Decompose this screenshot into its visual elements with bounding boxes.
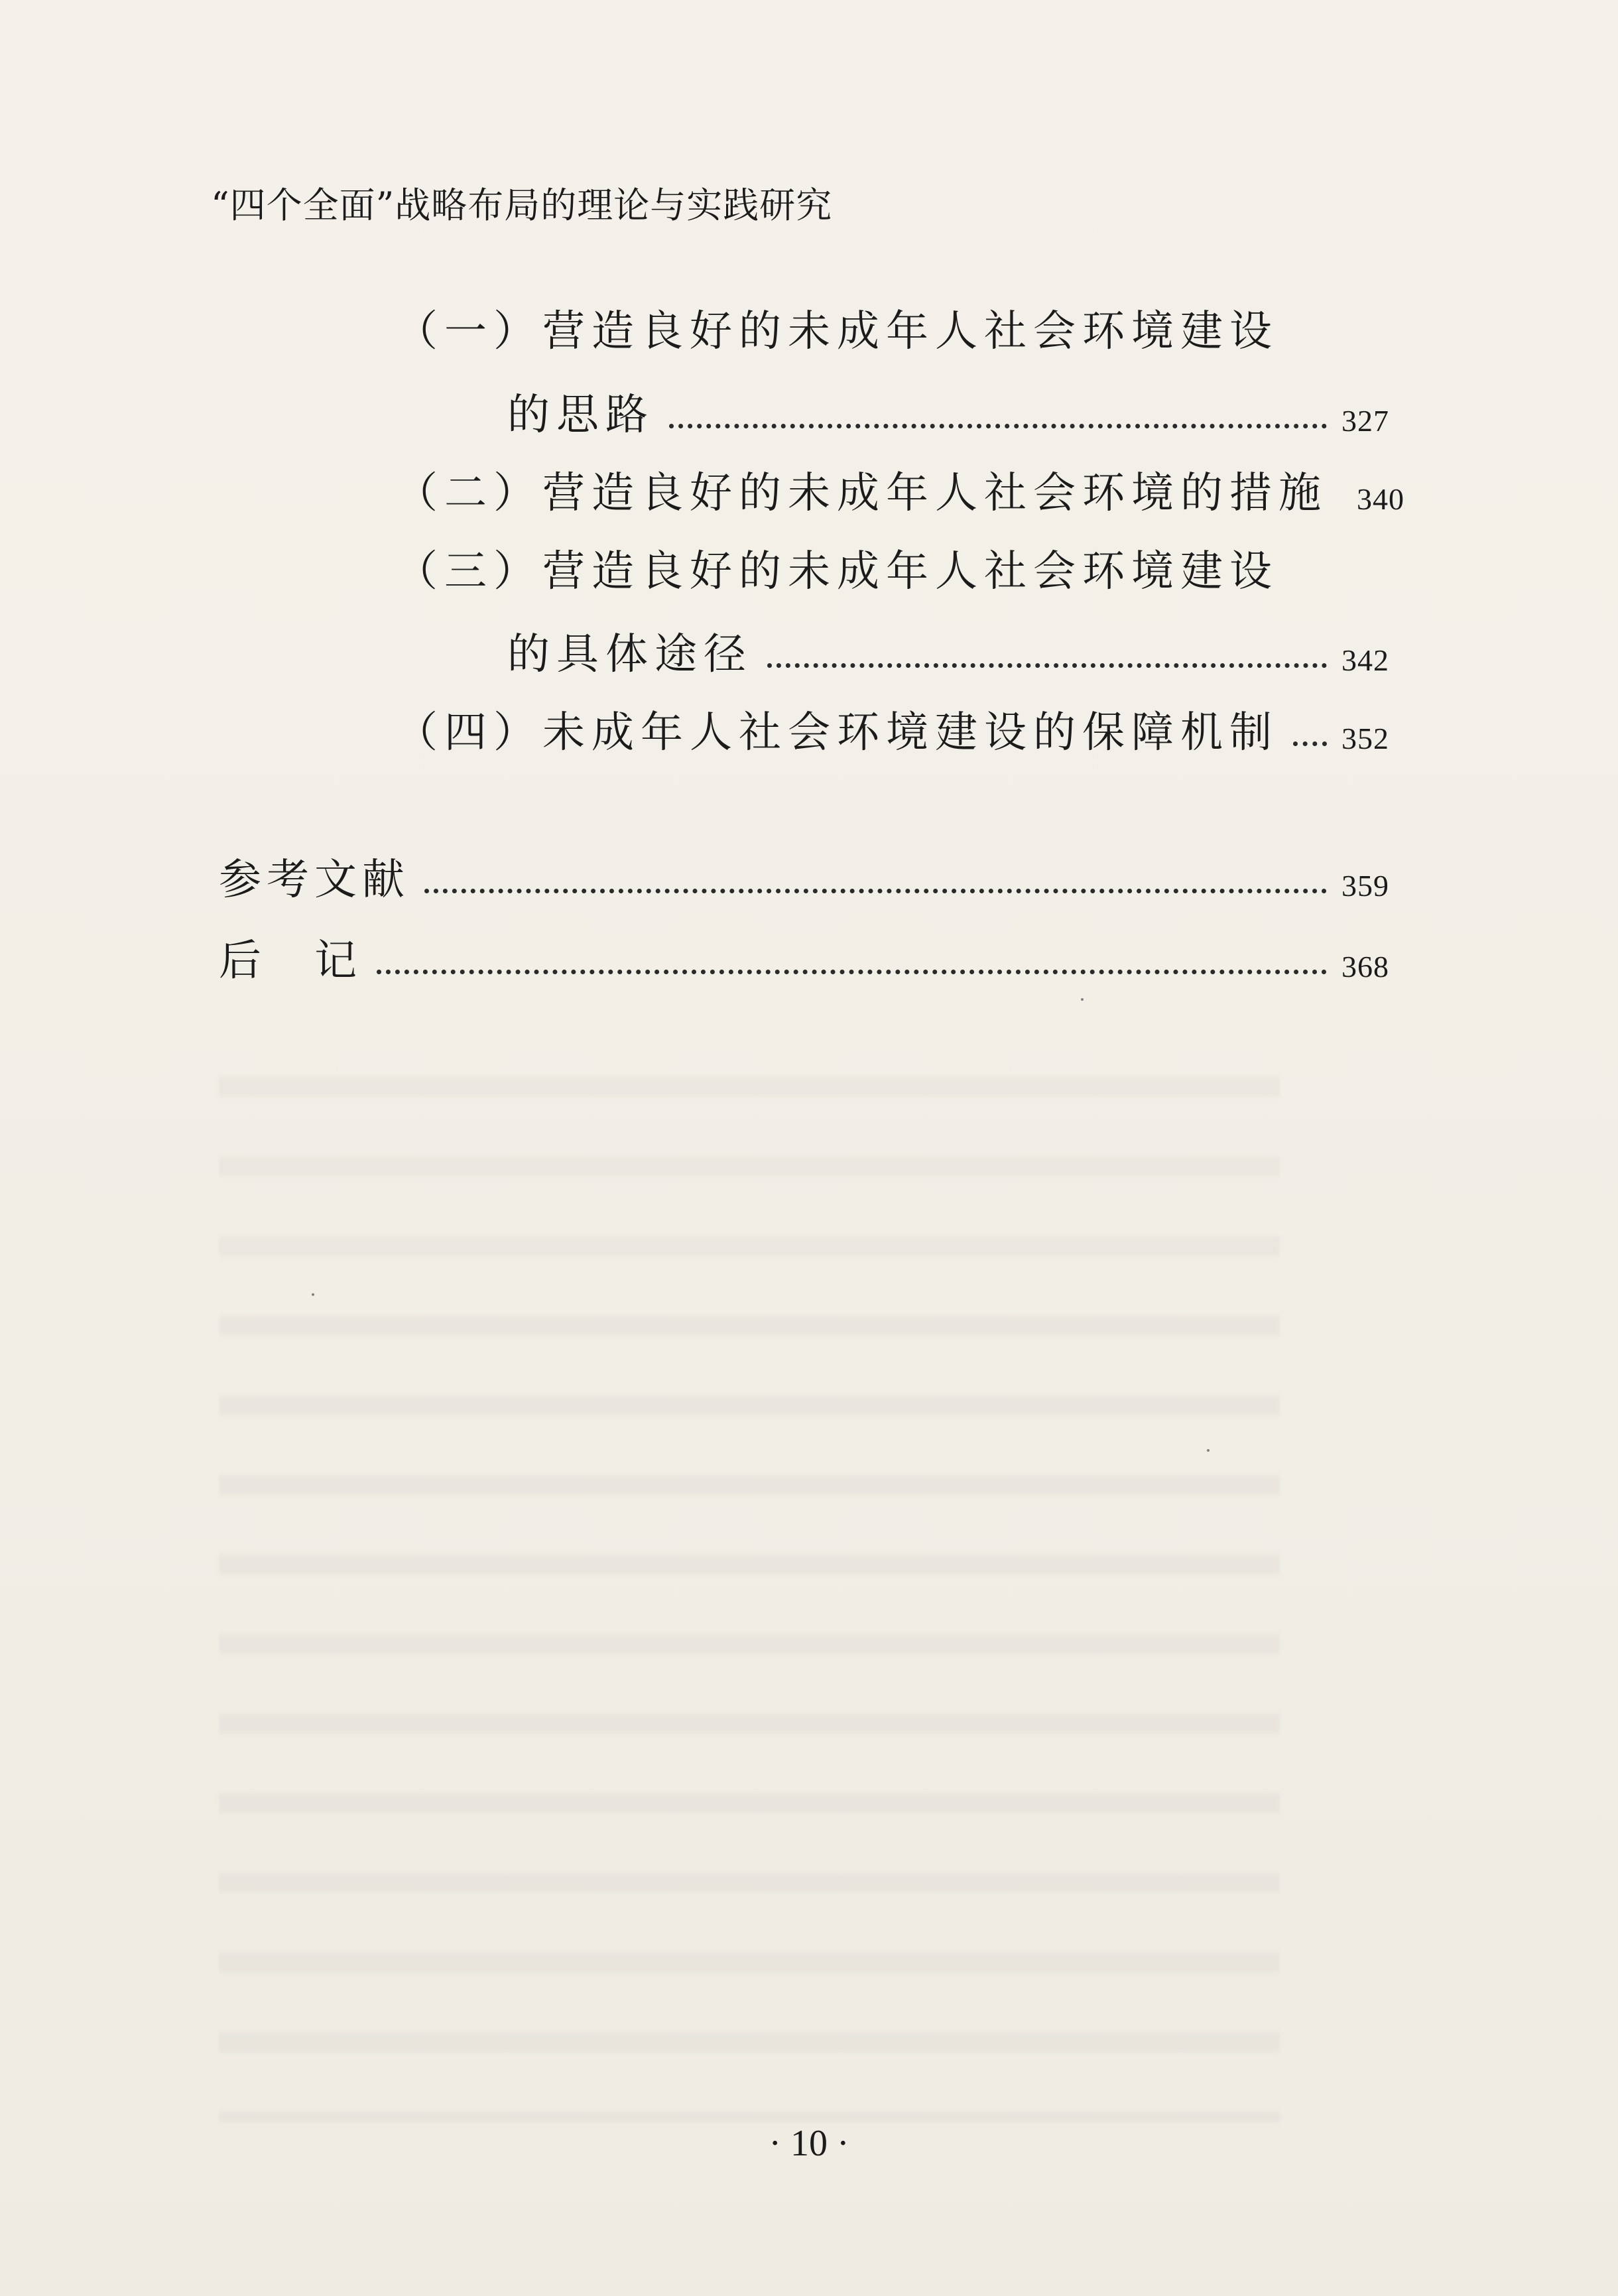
page-number: 340 [1357, 482, 1404, 516]
toc-entry-leader-line [507, 630, 1389, 679]
page-number: 342 [1341, 643, 1389, 677]
page-number-footer: · 10 · [769, 2123, 849, 2164]
toc-entry-title: （二）营造良好的未成年人社会环境的措施 [395, 469, 1328, 518]
dot-leader [424, 889, 1327, 893]
toc-entry-leader-line [395, 708, 1389, 757]
toc-entry-title-continued: 的思路 [507, 391, 654, 440]
page-number: 359 [1341, 869, 1389, 903]
toc-entry-leader-line [219, 856, 1389, 905]
toc-entry-title: （四）未成年人社会环境建设的保障机制 [395, 708, 1278, 757]
running-head: “四个全面”战略布局的理论与实践研究 [211, 184, 833, 226]
paper-speck [1081, 998, 1084, 1001]
page-number: 327 [1341, 404, 1389, 438]
dot-leader [1293, 741, 1327, 746]
dot-leader [669, 424, 1327, 428]
dot-leader [377, 970, 1327, 974]
toc-entry-leader-line [219, 936, 1389, 986]
show-through-texture [219, 1028, 1280, 2122]
toc-entry-title: （一）营造良好的未成年人社会环境建设 [395, 307, 1278, 356]
toc-entry-title-continued: 的具体途径 [507, 630, 753, 679]
toc-entry-title: （三）营造良好的未成年人社会环境建设 [395, 547, 1278, 596]
toc-entry-title: 参考文献 [219, 856, 410, 905]
dot-leader [767, 663, 1327, 668]
toc-entry-leader-line [395, 469, 1404, 518]
paper-speck [312, 1293, 314, 1296]
page-number: 352 [1341, 722, 1389, 755]
paper-speck [1207, 1449, 1210, 1452]
toc-entry-leader-line [507, 391, 1389, 440]
page-number: 368 [1341, 950, 1389, 984]
toc-entry-title: 后 记 [219, 936, 362, 986]
